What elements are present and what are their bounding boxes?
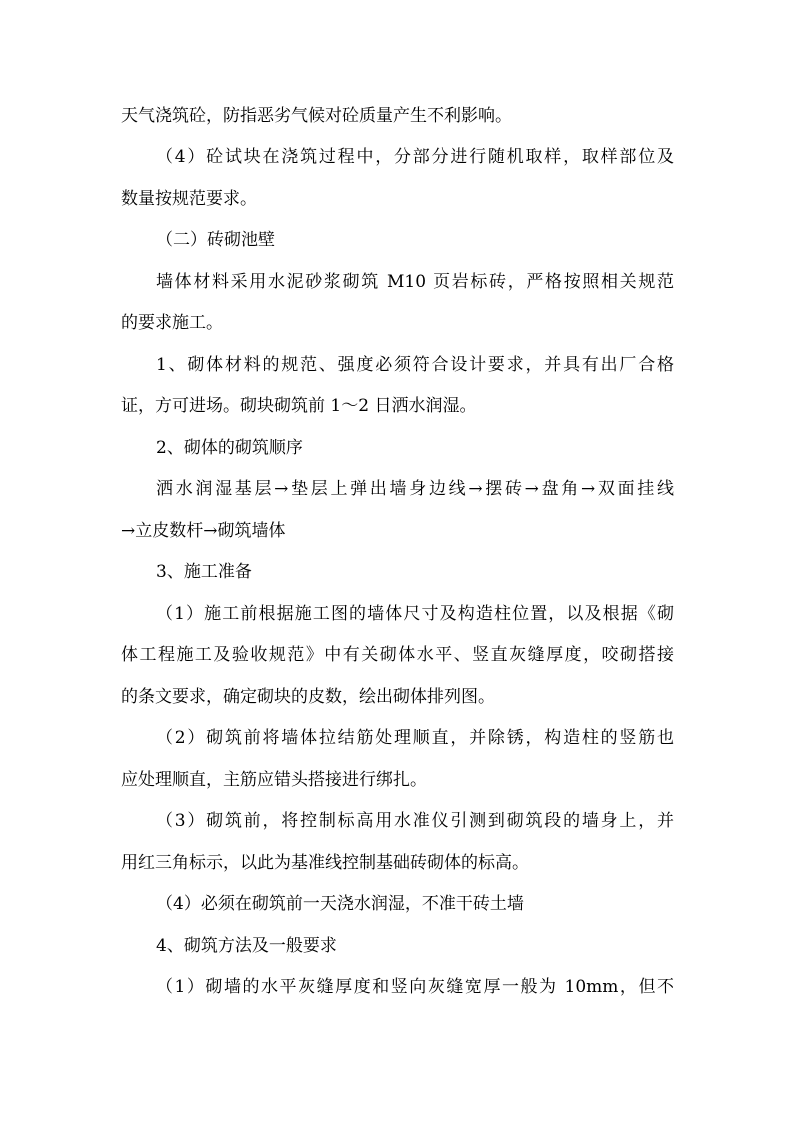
paragraph-line-10: 洒水润湿基层→垫层上弹出墙身边线→摆砖→盘角→双面挂线 xyxy=(156,479,674,499)
paragraph-line-3: 数量按规范要求。 xyxy=(121,189,257,209)
paragraph-line-19: 用红三角标示，以此为基准线控制基础砖砌体的标高。 xyxy=(121,853,529,873)
paragraph-line-17: 应处理顺直，主筋应错头搭接进行绑扎。 xyxy=(121,770,427,790)
paragraph-line-18: （3）砌筑前，将控制标高用水准仪引测到砌筑段的墙身上，并 xyxy=(156,811,674,831)
paragraph-line-22: （1）砌墙的水平灰缝厚度和竖向灰缝宽厚一般为 10mm，但不 xyxy=(156,977,674,997)
paragraph-line-11: →立皮数杆→砌筑墙体 xyxy=(121,521,286,541)
paragraph-line-7: 1、砌体材料的规范、强度必须符合设计要求，并具有出厂合格 xyxy=(156,355,674,375)
paragraph-line-2: （4）砼试块在浇筑过程中，分部分进行随机取样，取样部位及 xyxy=(156,147,674,167)
paragraph-line-16: （2）砌筑前将墙体拉结筋处理顺直，并除锈，构造柱的竖筋也 xyxy=(156,728,674,748)
subheading-line: 4、砌筑方法及一般要求 xyxy=(156,936,337,956)
paragraph-line-1: 天气浇筑砼，防指恶劣气候对砼质量产生不利影响。 xyxy=(121,106,512,126)
paragraph-line-14: 体工程施工及验收规范》中有关砌体水平、竖直灰缝厚度，咬砌搭接 xyxy=(121,645,674,665)
paragraph-line-8: 证，方可进场。砌块砌筑前 1～2 日洒水润湿。 xyxy=(121,396,477,416)
paragraph-line-20: （4）必须在砌筑前一天浇水润湿，不准干砖土墙 xyxy=(156,894,524,914)
paragraph-line-13: （1）施工前根据施工图的墙体尺寸及构造柱位置，以及根据《砌 xyxy=(156,604,674,624)
subheading-line: 2、砌体的砌筑顺序 xyxy=(156,438,303,458)
paragraph-line-15: 的条文要求，确定砌块的皮数，绘出砌体排列图。 xyxy=(121,687,495,707)
subheading-line: 3、施工准备 xyxy=(156,562,252,582)
paragraph-line-6: 的要求施工。 xyxy=(121,313,223,333)
paragraph-line-5: 墙体材料采用水泥砂浆砌筑 M10 页岩标砖，严格按照相关规范 xyxy=(156,272,674,292)
section-heading: （二）砖砌池壁 xyxy=(156,230,275,250)
